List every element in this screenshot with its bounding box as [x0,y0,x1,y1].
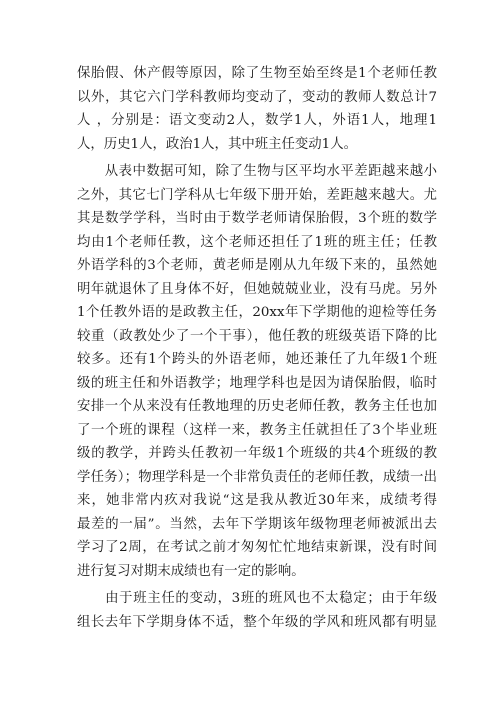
text-line: 以外，其它六门学科教师均变动了，变动的教师人数总计7 [77,89,437,105]
paragraph-staff-changes [77,62,437,156]
text-line: 了一个班的课程（这样一来，教务主任就担任了3个毕业班 [77,422,437,438]
text-line: 级的班主任和外语教学；地理学科也是因为请保胎假，临时 [77,375,437,391]
text-line: 从表中数据可知，除了生物与区平均水平差距越来越小 [77,164,437,179]
text-line: 进行复习对期末成绩也有一定的影响。 [77,563,305,579]
text-line: 均由1个老师任教，这个老师还担任了1班的班主任；任教 [77,234,437,250]
text-line: 外语学科的3个老师，黄老师是刚从九年级下来的，虽然她 [77,258,437,273]
text-line: 人 ，分别是：语文变动2人，数学1人，外语1人，地理1 [77,113,437,128]
text-line: 保胎假、休产假等原因，除了生物至始至终是1个老师任教 [77,66,437,81]
text-line: 较重（政教处少了一个干事），他任教的班级英语下降的比 [77,328,437,344]
text-line: 最差的一届”。当然，去年下学期该年级物理老师被派出去 [77,516,437,532]
text-line: 安排一个从来没有任教地理的历史老师任教，教务主任也加 [77,399,437,414]
paragraph-class-atmosphere [77,587,437,634]
text-line: 较多。还有1个跨头的外语老师，她还兼任了九年级1个班 [77,352,437,367]
text-line: 组长去年下学期身体不适，整个年级的学风和班风都有明显 [77,614,437,630]
text-line: 其是数学学科，当时由于数学老师请保胎假，3个班的数学 [77,211,437,226]
text-line: 之外，其它七门学科从七年级下册开始，差距越来越大。尤 [77,187,437,203]
body-text [77,62,437,634]
text-line: 来，她非常内疚对我说“这是我从教近30年来，成绩考得 [77,493,437,508]
text-line: 级的教学，并跨头任教初一年级1个班级的共4个班级的教 [77,446,437,461]
text-line: 明年就退休了且身体不好，但她兢兢业业，没有马虎。另外 [77,281,437,297]
text-line: 学任务）；物理学科是一个非常负责任的老师任教，成绩一出 [77,469,437,485]
paragraph-data-analysis [77,160,437,583]
text-line: 由于班主任的变动，3班的班风也不太稳定；由于年级 [77,591,437,606]
text-line: 人，历史1人，政治1人，其中班主任变动1人。 [77,136,357,152]
text-line: 1个任教外语的是政教主任，20xx年下学期他的迎检等任务 [77,305,437,320]
text-line: 学习了2周，在考试之前才匆匆忙忙地结束新课，没有时间 [77,540,437,555]
